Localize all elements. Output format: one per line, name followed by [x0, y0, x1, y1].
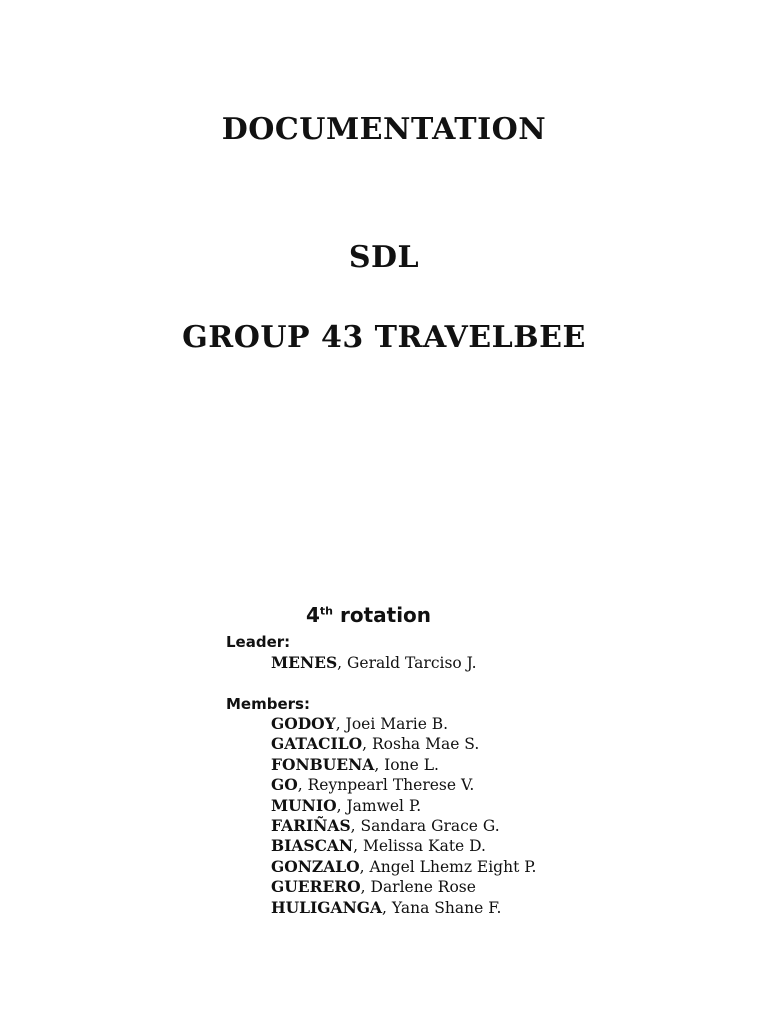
- name-separator: ,: [336, 796, 347, 815]
- document-subtitle: SDL: [348, 240, 420, 275]
- member-surname: BIASCAN: [271, 836, 354, 856]
- name-separator: ,: [360, 878, 371, 897]
- name-separator: ,: [337, 654, 348, 672]
- group-name: GROUP 43 TRAVELBEE: [182, 320, 586, 355]
- member-given-name: Darlene Rose: [370, 878, 476, 897]
- member-given-name: Rosha Mae S.: [371, 735, 480, 754]
- rotation-heading: [306, 603, 431, 627]
- member-surname: GO: [271, 775, 298, 795]
- list-item: [271, 734, 536, 754]
- member-given-name: Sandara Grace G.: [360, 817, 500, 836]
- list-item: [271, 714, 536, 734]
- member-surname: GONZALO: [271, 856, 360, 876]
- member-surname: GODOY: [271, 714, 336, 733]
- name-separator: ,: [350, 817, 361, 836]
- list-item: [271, 796, 536, 816]
- name-separator: ,: [335, 715, 346, 733]
- member-given-name: Reynpearl Therese V.: [307, 776, 475, 795]
- member-surname: FARIÑAS: [271, 816, 351, 836]
- leader-given-name: Gerald Tarciso J.: [347, 654, 477, 672]
- list-item: [271, 836, 536, 856]
- document-title: DOCUMENTATION: [221, 112, 547, 147]
- rotation-label: rotation: [333, 603, 432, 627]
- list-item: [271, 775, 536, 795]
- name-separator: ,: [359, 857, 370, 876]
- member-given-name: Ione L.: [384, 755, 439, 774]
- member-surname: GATACILO: [271, 734, 363, 754]
- list-item: [271, 816, 536, 836]
- member-given-name: Melissa Kate D.: [362, 837, 486, 856]
- name-separator: ,: [382, 898, 392, 917]
- name-separator: ,: [362, 735, 372, 754]
- member-surname: GUERERO: [271, 877, 361, 897]
- rotation-number: 4: [306, 603, 320, 627]
- name-separator: ,: [353, 837, 363, 856]
- rotation-ordinal-suffix: th: [319, 604, 334, 618]
- name-separator: ,: [297, 776, 308, 795]
- member-given-name: Angel Lhemz Eight P.: [369, 857, 537, 876]
- list-item: [271, 898, 536, 918]
- list-item: [271, 877, 536, 897]
- member-given-name: Yana Shane F.: [391, 898, 502, 917]
- member-given-name: Jamwel P.: [346, 796, 422, 815]
- members-list: [271, 714, 536, 918]
- member-surname: HULIGANGA: [271, 897, 383, 917]
- member-surname: MUNIO: [271, 795, 337, 815]
- member-surname: FONBUENA: [271, 754, 375, 774]
- list-item: [271, 857, 536, 877]
- member-given-name: Joei Marie B.: [345, 715, 449, 733]
- leader-name: [271, 653, 477, 673]
- list-item: [271, 755, 536, 775]
- leader-surname: MENES: [271, 653, 338, 672]
- members-heading: Members:: [226, 695, 310, 713]
- leader-heading: Leader:: [226, 633, 291, 651]
- name-separator: ,: [374, 755, 385, 774]
